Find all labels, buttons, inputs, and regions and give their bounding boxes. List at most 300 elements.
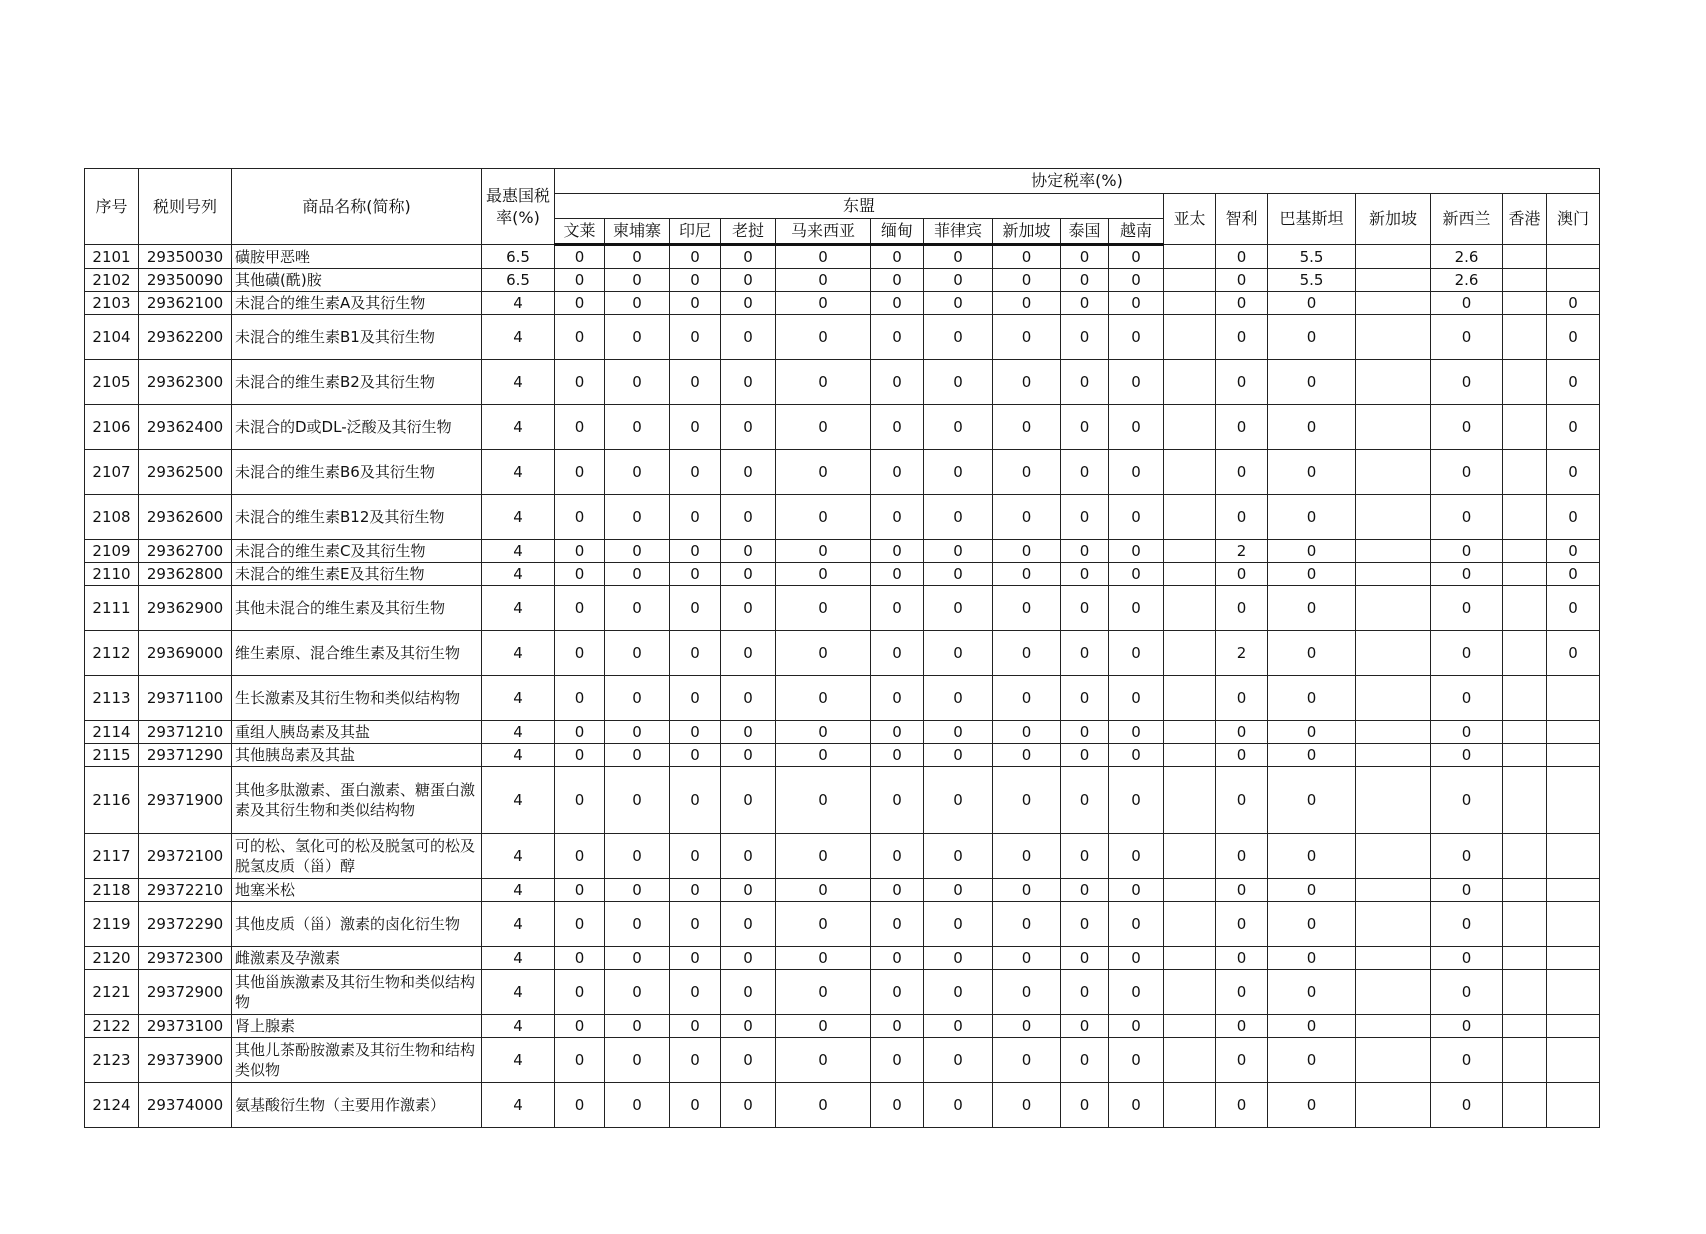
table-cell-asean-laos: 0 [721, 1015, 776, 1038]
table-cell-pakistan: 0 [1268, 744, 1356, 767]
table-cell-hongkong [1503, 360, 1547, 405]
table-cell-pakistan: 5.5 [1268, 269, 1356, 292]
header-asean-cambodia: 柬埔寨 [605, 219, 670, 245]
table-cell-asean-myanmar: 0 [871, 292, 924, 315]
table-cell-asean-vietnam: 0 [1109, 405, 1164, 450]
table-cell-apta [1164, 834, 1216, 879]
table-cell-mfn: 4 [482, 1015, 555, 1038]
table-cell-code: 29371210 [139, 721, 232, 744]
table-cell-seq: 2123 [85, 1038, 139, 1083]
table-cell-pakistan: 0 [1268, 902, 1356, 947]
table-cell-asean-myanmar: 0 [871, 902, 924, 947]
table-cell-chile: 0 [1216, 245, 1268, 269]
table-cell-asean-malaysia: 0 [776, 767, 871, 834]
table-cell-asean-thailand: 0 [1061, 879, 1109, 902]
header-asean-brunei: 文莱 [555, 219, 605, 245]
table-row [85, 1015, 1600, 1038]
table-cell-asean-vietnam: 0 [1109, 744, 1164, 767]
table-cell-asean-vietnam: 0 [1109, 676, 1164, 721]
table-cell-hongkong [1503, 405, 1547, 450]
table-row [85, 721, 1600, 744]
table-cell-apta [1164, 360, 1216, 405]
table-row [85, 902, 1600, 947]
header-seq: 序号 [85, 169, 139, 245]
table-cell-name: 未混合的维生素C及其衍生物 [232, 540, 482, 563]
table-cell-asean-malaysia: 0 [776, 744, 871, 767]
table-cell-asean-vietnam: 0 [1109, 269, 1164, 292]
tariff-table [84, 168, 1600, 1128]
table-cell-pakistan: 5.5 [1268, 245, 1356, 269]
table-cell-asean-singapore: 0 [993, 563, 1061, 586]
table-cell-asean-cambodia: 0 [605, 315, 670, 360]
table-cell-asean-philippines: 0 [924, 1083, 993, 1128]
table-cell-macao [1547, 834, 1600, 879]
table-cell-asean-singapore: 0 [993, 540, 1061, 563]
table-cell-asean-brunei: 0 [555, 744, 605, 767]
table-cell-hongkong [1503, 269, 1547, 292]
table-row [85, 631, 1600, 676]
table-cell-asean-philippines: 0 [924, 269, 993, 292]
table-cell-apta [1164, 405, 1216, 450]
table-cell-asean-malaysia: 0 [776, 1015, 871, 1038]
table-cell-singapore [1356, 947, 1431, 970]
table-cell-asean-indonesia: 0 [670, 563, 721, 586]
table-cell-mfn: 4 [482, 721, 555, 744]
header-chile: 智利 [1216, 194, 1268, 245]
table-cell-asean-malaysia: 0 [776, 360, 871, 405]
table-cell-asean-laos: 0 [721, 495, 776, 540]
table-cell-asean-vietnam: 0 [1109, 947, 1164, 970]
table-cell-asean-brunei: 0 [555, 767, 605, 834]
table-cell-name: 未混合的维生素E及其衍生物 [232, 563, 482, 586]
table-cell-mfn: 4 [482, 360, 555, 405]
table-cell-asean-myanmar: 0 [871, 540, 924, 563]
table-cell-mfn: 4 [482, 744, 555, 767]
table-cell-apta [1164, 631, 1216, 676]
table-cell-newzealand: 0 [1431, 676, 1503, 721]
table-cell-pakistan: 0 [1268, 540, 1356, 563]
table-cell-name: 未混合的维生素B1及其衍生物 [232, 315, 482, 360]
table-cell-asean-laos: 0 [721, 563, 776, 586]
header-pakistan: 巴基斯坦 [1268, 194, 1356, 245]
table-cell-apta [1164, 902, 1216, 947]
table-cell-asean-philippines: 0 [924, 834, 993, 879]
table-cell-pakistan: 0 [1268, 767, 1356, 834]
table-cell-code: 29373900 [139, 1038, 232, 1083]
table-cell-asean-indonesia: 0 [670, 495, 721, 540]
table-cell-name: 其他甾族激素及其衍生物和类似结构物 [232, 970, 482, 1015]
table-cell-code: 29372900 [139, 970, 232, 1015]
table-cell-macao: 0 [1547, 405, 1600, 450]
table-cell-asean-laos: 0 [721, 1038, 776, 1083]
table-cell-singapore [1356, 879, 1431, 902]
table-cell-mfn: 4 [482, 405, 555, 450]
table-cell-asean-myanmar: 0 [871, 360, 924, 405]
table-cell-seq: 2115 [85, 744, 139, 767]
table-cell-pakistan: 0 [1268, 360, 1356, 405]
table-cell-apta [1164, 540, 1216, 563]
table-cell-asean-singapore: 0 [993, 947, 1061, 970]
table-cell-asean-malaysia: 0 [776, 970, 871, 1015]
table-cell-seq: 2120 [85, 947, 139, 970]
table-cell-seq: 2103 [85, 292, 139, 315]
table-cell-apta [1164, 1015, 1216, 1038]
table-cell-asean-philippines: 0 [924, 586, 993, 631]
table-cell-asean-singapore: 0 [993, 269, 1061, 292]
table-cell-seq: 2105 [85, 360, 139, 405]
table-cell-asean-thailand: 0 [1061, 947, 1109, 970]
table-cell-macao [1547, 245, 1600, 269]
table-cell-macao: 0 [1547, 360, 1600, 405]
table-cell-asean-myanmar: 0 [871, 879, 924, 902]
table-row [85, 245, 1600, 269]
table-cell-name: 其他胰岛素及其盐 [232, 744, 482, 767]
table-row [85, 540, 1600, 563]
table-cell-pakistan: 0 [1268, 947, 1356, 970]
table-cell-asean-myanmar: 0 [871, 676, 924, 721]
table-cell-asean-thailand: 0 [1061, 767, 1109, 834]
table-cell-newzealand: 0 [1431, 405, 1503, 450]
table-cell-asean-indonesia: 0 [670, 269, 721, 292]
table-cell-asean-vietnam: 0 [1109, 834, 1164, 879]
table-cell-apta [1164, 269, 1216, 292]
table-cell-pakistan: 0 [1268, 495, 1356, 540]
table-cell-singapore [1356, 563, 1431, 586]
table-cell-asean-laos: 0 [721, 315, 776, 360]
table-cell-newzealand: 0 [1431, 744, 1503, 767]
table-cell-newzealand: 0 [1431, 879, 1503, 902]
table-cell-apta [1164, 450, 1216, 495]
header-asean-singapore: 新加坡 [993, 219, 1061, 245]
table-cell-singapore [1356, 676, 1431, 721]
table-row [85, 315, 1600, 360]
table-cell-chile: 0 [1216, 360, 1268, 405]
table-cell-code: 29362700 [139, 540, 232, 563]
table-cell-asean-malaysia: 0 [776, 245, 871, 269]
table-cell-asean-thailand: 0 [1061, 586, 1109, 631]
table-cell-mfn: 4 [482, 1083, 555, 1128]
table-cell-code: 29362600 [139, 495, 232, 540]
table-cell-apta [1164, 1083, 1216, 1128]
table-cell-chile: 0 [1216, 563, 1268, 586]
table-cell-mfn: 4 [482, 1038, 555, 1083]
table-cell-mfn: 4 [482, 495, 555, 540]
table-cell-asean-cambodia: 0 [605, 1038, 670, 1083]
table-cell-mfn: 4 [482, 947, 555, 970]
table-cell-asean-malaysia: 0 [776, 721, 871, 744]
table-cell-asean-laos: 0 [721, 631, 776, 676]
table-cell-asean-myanmar: 0 [871, 767, 924, 834]
table-cell-asean-philippines: 0 [924, 495, 993, 540]
table-cell-hongkong [1503, 676, 1547, 721]
table-cell-code: 29369000 [139, 631, 232, 676]
table-cell-apta [1164, 879, 1216, 902]
table-cell-seq: 2110 [85, 563, 139, 586]
table-cell-mfn: 4 [482, 315, 555, 360]
table-cell-asean-vietnam: 0 [1109, 315, 1164, 360]
table-cell-asean-myanmar: 0 [871, 495, 924, 540]
table-cell-name: 磺胺甲恶唑 [232, 245, 482, 269]
table-cell-code: 29371900 [139, 767, 232, 834]
table-cell-asean-laos: 0 [721, 902, 776, 947]
table-cell-mfn: 4 [482, 879, 555, 902]
table-cell-asean-thailand: 0 [1061, 676, 1109, 721]
table-cell-asean-philippines: 0 [924, 245, 993, 269]
table-row [85, 676, 1600, 721]
table-cell-asean-singapore: 0 [993, 631, 1061, 676]
table-cell-asean-singapore: 0 [993, 586, 1061, 631]
table-cell-pakistan: 0 [1268, 1083, 1356, 1128]
table-cell-name: 可的松、氢化可的松及脱氢可的松及脱氢皮质（甾）醇 [232, 834, 482, 879]
table-cell-pakistan: 0 [1268, 676, 1356, 721]
table-cell-seq: 2106 [85, 405, 139, 450]
table-cell-apta [1164, 767, 1216, 834]
table-cell-singapore [1356, 269, 1431, 292]
header-asean-laos: 老挝 [721, 219, 776, 245]
table-cell-asean-vietnam: 0 [1109, 360, 1164, 405]
table-cell-seq: 2111 [85, 586, 139, 631]
table-row [85, 1038, 1600, 1083]
table-cell-code: 29362900 [139, 586, 232, 631]
table-row [85, 1083, 1600, 1128]
table-cell-code: 29350030 [139, 245, 232, 269]
table-cell-asean-malaysia: 0 [776, 269, 871, 292]
table-cell-code: 29350090 [139, 269, 232, 292]
table-cell-hongkong [1503, 586, 1547, 631]
table-cell-asean-philippines: 0 [924, 902, 993, 947]
table-cell-code: 29372290 [139, 902, 232, 947]
table-cell-newzealand: 0 [1431, 902, 1503, 947]
table-cell-name: 雌激素及孕激素 [232, 947, 482, 970]
table-cell-singapore [1356, 405, 1431, 450]
table-cell-asean-singapore: 0 [993, 405, 1061, 450]
table-row [85, 292, 1600, 315]
table-cell-name: 其他未混合的维生素及其衍生物 [232, 586, 482, 631]
table-cell-asean-myanmar: 0 [871, 1015, 924, 1038]
table-cell-asean-myanmar: 0 [871, 1083, 924, 1128]
table-cell-name: 地塞米松 [232, 879, 482, 902]
table-cell-asean-myanmar: 0 [871, 721, 924, 744]
table-cell-seq: 2117 [85, 834, 139, 879]
table-cell-newzealand: 0 [1431, 495, 1503, 540]
table-cell-asean-brunei: 0 [555, 450, 605, 495]
table-cell-asean-vietnam: 0 [1109, 450, 1164, 495]
table-cell-apta [1164, 315, 1216, 360]
table-cell-asean-brunei: 0 [555, 540, 605, 563]
table-cell-asean-thailand: 0 [1061, 245, 1109, 269]
table-cell-apta [1164, 586, 1216, 631]
header-hongkong: 香港 [1503, 194, 1547, 245]
table-cell-name: 维生素原、混合维生素及其衍生物 [232, 631, 482, 676]
table-cell-asean-laos: 0 [721, 405, 776, 450]
table-cell-asean-laos: 0 [721, 450, 776, 495]
table-cell-asean-indonesia: 0 [670, 405, 721, 450]
table-cell-asean-philippines: 0 [924, 405, 993, 450]
table-cell-asean-brunei: 0 [555, 834, 605, 879]
table-cell-asean-malaysia: 0 [776, 315, 871, 360]
table-cell-singapore [1356, 540, 1431, 563]
table-cell-seq: 2107 [85, 450, 139, 495]
table-cell-asean-malaysia: 0 [776, 540, 871, 563]
table-cell-code: 29374000 [139, 1083, 232, 1128]
table-cell-asean-thailand: 0 [1061, 315, 1109, 360]
table-cell-asean-cambodia: 0 [605, 1015, 670, 1038]
table-cell-asean-indonesia: 0 [670, 1083, 721, 1128]
table-cell-name: 氨基酸衍生物（主要用作激素） [232, 1083, 482, 1128]
table-cell-singapore [1356, 245, 1431, 269]
table-cell-asean-indonesia: 0 [670, 834, 721, 879]
table-cell-asean-laos: 0 [721, 947, 776, 970]
table-cell-asean-vietnam: 0 [1109, 292, 1164, 315]
table-row [85, 563, 1600, 586]
table-cell-asean-indonesia: 0 [670, 879, 721, 902]
table-cell-asean-vietnam: 0 [1109, 631, 1164, 676]
table-cell-asean-laos: 0 [721, 721, 776, 744]
table-cell-asean-singapore: 0 [993, 879, 1061, 902]
table-cell-code: 29371290 [139, 744, 232, 767]
table-cell-asean-malaysia: 0 [776, 1083, 871, 1128]
table-cell-asean-indonesia: 0 [670, 1038, 721, 1083]
table-cell-newzealand: 0 [1431, 767, 1503, 834]
table-cell-asean-vietnam: 0 [1109, 970, 1164, 1015]
table-cell-asean-philippines: 0 [924, 360, 993, 405]
table-cell-pakistan: 0 [1268, 1015, 1356, 1038]
table-row [85, 360, 1600, 405]
table-cell-asean-laos: 0 [721, 767, 776, 834]
table-cell-newzealand: 0 [1431, 1083, 1503, 1128]
table-cell-macao: 0 [1547, 450, 1600, 495]
table-cell-mfn: 4 [482, 292, 555, 315]
header-asean-vietnam: 越南 [1109, 219, 1164, 245]
table-cell-asean-vietnam: 0 [1109, 245, 1164, 269]
table-cell-asean-thailand: 0 [1061, 540, 1109, 563]
table-cell-singapore [1356, 586, 1431, 631]
table-cell-asean-thailand: 0 [1061, 902, 1109, 947]
table-cell-asean-vietnam: 0 [1109, 902, 1164, 947]
table-cell-asean-cambodia: 0 [605, 879, 670, 902]
table-cell-asean-cambodia: 0 [605, 947, 670, 970]
table-cell-asean-malaysia: 0 [776, 292, 871, 315]
table-cell-mfn: 4 [482, 767, 555, 834]
table-cell-name: 其他皮质（甾）激素的卤化衍生物 [232, 902, 482, 947]
table-cell-mfn: 4 [482, 631, 555, 676]
table-cell-name: 未混合的维生素B2及其衍生物 [232, 360, 482, 405]
table-cell-newzealand: 0 [1431, 315, 1503, 360]
table-cell-asean-myanmar: 0 [871, 563, 924, 586]
table-cell-name: 重组人胰岛素及其盐 [232, 721, 482, 744]
table-cell-asean-brunei: 0 [555, 360, 605, 405]
table-cell-singapore [1356, 631, 1431, 676]
table-cell-name: 未混合的维生素A及其衍生物 [232, 292, 482, 315]
table-cell-chile: 0 [1216, 902, 1268, 947]
table-row [85, 834, 1600, 879]
table-cell-asean-malaysia: 0 [776, 834, 871, 879]
table-cell-asean-vietnam: 0 [1109, 879, 1164, 902]
table-row [85, 269, 1600, 292]
table-cell-mfn: 4 [482, 586, 555, 631]
table-cell-asean-philippines: 0 [924, 292, 993, 315]
header-agreement: 协定税率(%) [555, 169, 1600, 194]
table-cell-macao: 0 [1547, 563, 1600, 586]
table-cell-asean-myanmar: 0 [871, 1038, 924, 1083]
table-cell-asean-myanmar: 0 [871, 834, 924, 879]
table-cell-asean-malaysia: 0 [776, 879, 871, 902]
table-cell-macao: 0 [1547, 586, 1600, 631]
table-cell-apta [1164, 245, 1216, 269]
table-cell-asean-singapore: 0 [993, 767, 1061, 834]
table-cell-asean-brunei: 0 [555, 405, 605, 450]
table-cell-chile: 0 [1216, 269, 1268, 292]
table-cell-chile: 0 [1216, 405, 1268, 450]
table-cell-hongkong [1503, 947, 1547, 970]
table-cell-asean-brunei: 0 [555, 292, 605, 315]
table-cell-asean-malaysia: 0 [776, 1038, 871, 1083]
table-cell-asean-singapore: 0 [993, 902, 1061, 947]
table-cell-asean-thailand: 0 [1061, 269, 1109, 292]
table-cell-macao [1547, 947, 1600, 970]
table-cell-hongkong [1503, 744, 1547, 767]
table-cell-mfn: 4 [482, 450, 555, 495]
table-cell-asean-singapore: 0 [993, 245, 1061, 269]
table-cell-chile: 0 [1216, 450, 1268, 495]
table-cell-newzealand: 0 [1431, 1038, 1503, 1083]
table-cell-singapore [1356, 902, 1431, 947]
table-cell-name: 未混合的D或DL-泛酸及其衍生物 [232, 405, 482, 450]
table-cell-asean-brunei: 0 [555, 947, 605, 970]
table-cell-asean-singapore: 0 [993, 450, 1061, 495]
table-cell-asean-indonesia: 0 [670, 1015, 721, 1038]
header-asean-myanmar: 缅甸 [871, 219, 924, 245]
table-cell-hongkong [1503, 315, 1547, 360]
table-cell-asean-laos: 0 [721, 245, 776, 269]
table-cell-asean-malaysia: 0 [776, 676, 871, 721]
table-cell-mfn: 6.5 [482, 269, 555, 292]
table-cell-seq: 2124 [85, 1083, 139, 1128]
header-singapore: 新加坡 [1356, 194, 1431, 245]
table-cell-asean-cambodia: 0 [605, 540, 670, 563]
table-cell-chile: 0 [1216, 292, 1268, 315]
table-cell-asean-philippines: 0 [924, 1038, 993, 1083]
table-cell-asean-philippines: 0 [924, 450, 993, 495]
header-asean-philippines: 菲律宾 [924, 219, 993, 245]
table-cell-pakistan: 0 [1268, 405, 1356, 450]
table-cell-singapore [1356, 1038, 1431, 1083]
table-cell-newzealand: 0 [1431, 586, 1503, 631]
table-cell-asean-philippines: 0 [924, 721, 993, 744]
table-cell-macao [1547, 879, 1600, 902]
table-cell-asean-indonesia: 0 [670, 970, 721, 1015]
table-cell-name: 未混合的维生素B6及其衍生物 [232, 450, 482, 495]
table-cell-asean-cambodia: 0 [605, 586, 670, 631]
table-row [85, 450, 1600, 495]
table-cell-asean-vietnam: 0 [1109, 540, 1164, 563]
table-cell-chile: 0 [1216, 970, 1268, 1015]
table-cell-asean-indonesia: 0 [670, 744, 721, 767]
table-cell-apta [1164, 970, 1216, 1015]
table-cell-asean-vietnam: 0 [1109, 721, 1164, 744]
table-cell-apta [1164, 676, 1216, 721]
table-cell-asean-brunei: 0 [555, 631, 605, 676]
table-cell-mfn: 4 [482, 970, 555, 1015]
table-cell-mfn: 4 [482, 676, 555, 721]
table-cell-asean-myanmar: 0 [871, 947, 924, 970]
table-cell-code: 29362300 [139, 360, 232, 405]
table-cell-pakistan: 0 [1268, 970, 1356, 1015]
table-cell-seq: 2122 [85, 1015, 139, 1038]
table-cell-macao [1547, 1038, 1600, 1083]
table-cell-seq: 2108 [85, 495, 139, 540]
table-cell-asean-brunei: 0 [555, 1038, 605, 1083]
